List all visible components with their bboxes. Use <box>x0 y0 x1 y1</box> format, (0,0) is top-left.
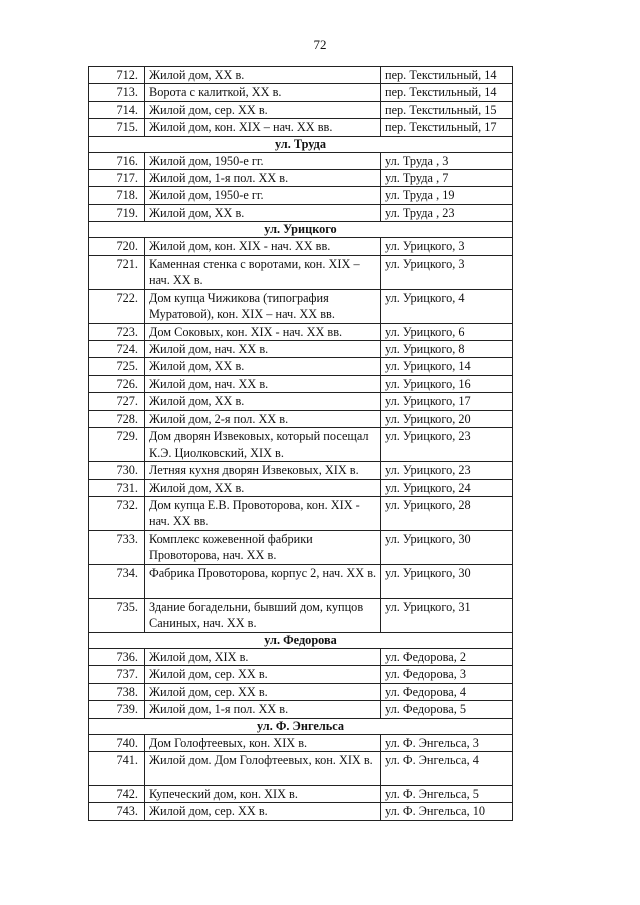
object-address: ул. Урицкого, 8 <box>381 341 513 358</box>
object-name: Жилой дом, нач. XX в. <box>145 375 381 392</box>
object-address: ул. Труда , 23 <box>381 204 513 221</box>
row-number: 717. <box>89 170 145 187</box>
object-address: ул. Урицкого, 30 <box>381 530 513 564</box>
row-number: 724. <box>89 341 145 358</box>
object-name: Жилой дом, 1950-е гг. <box>145 187 381 204</box>
table-row <box>89 101 513 118</box>
object-name: Жилой дом, XX в. <box>145 204 381 221</box>
object-address: ул. Урицкого, 23 <box>381 462 513 479</box>
table-row <box>89 238 513 255</box>
object-name: Жилой дом, 1-я пол. XX в. <box>145 170 381 187</box>
table-row <box>89 358 513 375</box>
row-number: 740. <box>89 734 145 751</box>
object-address: пер. Текстильный, 14 <box>381 84 513 101</box>
object-name: Жилой дом, сер. XX в. <box>145 683 381 700</box>
object-address: ул. Урицкого, 28 <box>381 496 513 530</box>
row-number: 712. <box>89 67 145 84</box>
table-row <box>89 530 513 564</box>
row-number: 728. <box>89 410 145 427</box>
table-row <box>89 84 513 101</box>
object-name: Купеческий дом, кон. XIX в. <box>145 785 381 802</box>
object-name: Жилой дом, сер. XX в. <box>145 101 381 118</box>
object-address: ул. Урицкого, 14 <box>381 358 513 375</box>
row-number: 723. <box>89 323 145 340</box>
object-name: Дом Голофтеевых, кон. XIX в. <box>145 734 381 751</box>
object-address: ул. Урицкого, 4 <box>381 289 513 323</box>
table-row <box>89 152 513 169</box>
row-number: 736. <box>89 648 145 665</box>
table-row <box>89 323 513 340</box>
object-address: ул. Федорова, 4 <box>381 683 513 700</box>
object-address: ул. Труда , 19 <box>381 187 513 204</box>
object-name: Жилой дом, кон. XIX - нач. XX вв. <box>145 238 381 255</box>
object-address: ул. Урицкого, 3 <box>381 238 513 255</box>
row-number: 714. <box>89 101 145 118</box>
object-name: Жилой дом, XX в. <box>145 479 381 496</box>
row-number: 720. <box>89 238 145 255</box>
row-number: 721. <box>89 255 145 289</box>
object-address: ул. Урицкого, 16 <box>381 375 513 392</box>
table-row <box>89 341 513 358</box>
section-header-row <box>89 632 513 648</box>
object-address: ул. Урицкого, 6 <box>381 323 513 340</box>
object-name: Жилой дом, XIX в. <box>145 648 381 665</box>
section-header-row <box>89 222 513 238</box>
row-number: 726. <box>89 375 145 392</box>
object-address: ул. Ф. Энгельса, 3 <box>381 734 513 751</box>
table-row <box>89 751 513 785</box>
object-address: ул. Труда , 3 <box>381 152 513 169</box>
page-number: 72 <box>313 37 327 52</box>
object-address: ул. Ф. Энгельса, 10 <box>381 803 513 820</box>
row-number: 716. <box>89 152 145 169</box>
table-row <box>89 564 513 598</box>
row-number: 725. <box>89 358 145 375</box>
object-address: пер. Текстильный, 17 <box>381 119 513 136</box>
row-number: 727. <box>89 393 145 410</box>
section-title: ул. Федорова <box>89 632 513 648</box>
table-row <box>89 648 513 665</box>
object-name: Здание богадельни, бывший дом, купцов Саниных, нач. XX в. <box>145 598 381 632</box>
table-row <box>89 479 513 496</box>
object-address: пер. Текстильный, 15 <box>381 101 513 118</box>
object-name: Дом Соковых, кон. XIX - нач. XX вв. <box>145 323 381 340</box>
table-row <box>89 410 513 427</box>
object-address: ул. Урицкого, 30 <box>381 564 513 598</box>
object-name: Жилой дом, нач. XX в. <box>145 341 381 358</box>
object-name: Жилой дом, XX в. <box>145 393 381 410</box>
object-address: ул. Ф. Энгельса, 5 <box>381 785 513 802</box>
object-name: Жилой дом, 2-я пол. XX в. <box>145 410 381 427</box>
table-row <box>89 803 513 820</box>
object-name: Летняя кухня дворян Извековых, XIX в. <box>145 462 381 479</box>
object-name: Жилой дом, XX в. <box>145 358 381 375</box>
object-address: ул. Урицкого, 24 <box>381 479 513 496</box>
section-header-row <box>89 718 513 734</box>
row-number: 730. <box>89 462 145 479</box>
row-number: 738. <box>89 683 145 700</box>
object-name: Жилой дом, кон. XIX – нач. XX вв. <box>145 119 381 136</box>
object-address: пер. Текстильный, 14 <box>381 67 513 84</box>
table-body <box>89 67 513 821</box>
object-name: Каменная стенка с воротами, кон. XIX – нач. XX в. <box>145 255 381 289</box>
row-number: 732. <box>89 496 145 530</box>
table-row <box>89 496 513 530</box>
object-address: ул. Урицкого, 3 <box>381 255 513 289</box>
table-row <box>89 734 513 751</box>
object-address: ул. Урицкого, 31 <box>381 598 513 632</box>
row-number: 719. <box>89 204 145 221</box>
object-name: Жилой дом, сер. XX в. <box>145 803 381 820</box>
row-number: 713. <box>89 84 145 101</box>
object-name: Дом купца Е.В. Провоторова, кон. XIX - нач. XX вв. <box>145 496 381 530</box>
object-name: Жилой дом, 1-я пол. XX в. <box>145 701 381 718</box>
table-row <box>89 170 513 187</box>
object-address: ул. Федорова, 5 <box>381 701 513 718</box>
section-title: ул. Ф. Энгельса <box>89 718 513 734</box>
object-address: ул. Федорова, 2 <box>381 648 513 665</box>
object-address: ул. Труда , 7 <box>381 170 513 187</box>
row-number: 722. <box>89 289 145 323</box>
object-name: Дом купца Чижикова (типография Муратовой), кон. XIX – нач. XX вв. <box>145 289 381 323</box>
table-row <box>89 701 513 718</box>
section-title: ул. Урицкого <box>89 222 513 238</box>
table-row <box>89 67 513 84</box>
object-name: Ворота с калиткой, XX в. <box>145 84 381 101</box>
table-row <box>89 393 513 410</box>
row-number: 743. <box>89 803 145 820</box>
object-name: Жилой дом, XX в. <box>145 67 381 84</box>
section-title: ул. Труда <box>89 136 513 152</box>
object-name: Комплекс кожевенной фабрики Провоторова, нач. XX в. <box>145 530 381 564</box>
object-address: ул. Ф. Энгельса, 4 <box>381 751 513 785</box>
row-number: 734. <box>89 564 145 598</box>
table-row <box>89 462 513 479</box>
monuments-table <box>88 66 513 821</box>
row-number: 741. <box>89 751 145 785</box>
table-row <box>89 187 513 204</box>
table-row <box>89 598 513 632</box>
table-row <box>89 666 513 683</box>
object-name: Жилой дом. Дом Голофтеевых, кон. XIX в. <box>145 751 381 785</box>
object-name: Фабрика Провоторова, корпус 2, нач. XX в. <box>145 564 381 598</box>
section-header-row <box>89 136 513 152</box>
table-row <box>89 204 513 221</box>
object-address: ул. Федорова, 3 <box>381 666 513 683</box>
row-number: 735. <box>89 598 145 632</box>
table-row <box>89 683 513 700</box>
row-number: 739. <box>89 701 145 718</box>
row-number: 733. <box>89 530 145 564</box>
object-name: Жилой дом, 1950-е гг. <box>145 152 381 169</box>
object-name: Дом дворян Извековых, который посещал К.Э. Циолковский, XIX в. <box>145 428 381 462</box>
table-row <box>89 428 513 462</box>
row-number: 742. <box>89 785 145 802</box>
object-address: ул. Урицкого, 20 <box>381 410 513 427</box>
row-number: 731. <box>89 479 145 496</box>
object-address: ул. Урицкого, 17 <box>381 393 513 410</box>
table-row <box>89 255 513 289</box>
row-number: 729. <box>89 428 145 462</box>
table-row <box>89 785 513 802</box>
table-row <box>89 375 513 392</box>
object-name: Жилой дом, сер. XX в. <box>145 666 381 683</box>
row-number: 715. <box>89 119 145 136</box>
object-address: ул. Урицкого, 23 <box>381 428 513 462</box>
table-row <box>89 119 513 136</box>
row-number: 737. <box>89 666 145 683</box>
table-row <box>89 289 513 323</box>
row-number: 718. <box>89 187 145 204</box>
